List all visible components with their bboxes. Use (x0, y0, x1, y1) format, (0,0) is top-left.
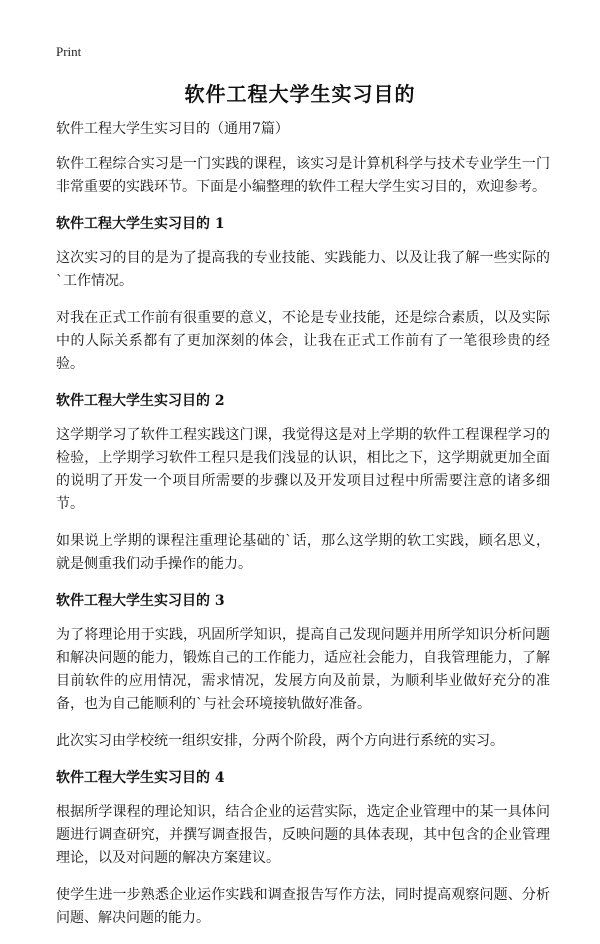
body-paragraph: 为了将理论用于实践，巩固所学知识，提高自己发现问题并用所学知识分析问题和解决问题的能力，锻炼自己的工作能力，适应社会能力，自我管理能力，了解目前软件的应用情况，需求情况，发展方向及前景，为顺利毕业做好充分的准备，也为自己能顺利的`与社会环境接轨做好准备。 (56, 627, 550, 712)
section-heading: 软件工程大学生实习目的 2 (56, 393, 225, 409)
section-heading: 软件工程大学生实习目的 1 (56, 216, 225, 232)
page-title: 软件工程大学生实习目的 (184, 82, 416, 106)
section-heading: 软件工程大学生实习目的 3 (56, 593, 225, 609)
document-subtitle: 软件工程大学生实习目的（通用7篇） (56, 121, 289, 137)
body-paragraph: 使学生进一步熟悉企业运作实践和调查报告写作方法，同时提高观察问题、分析问题、解决问题的能力。 (56, 887, 550, 926)
print-link[interactable]: Print (56, 44, 82, 59)
body-paragraph: 根据所学课程的理论知识，结合企业的运营实际，选定企业管理中的某一具体问题进行调查研究，并撰写调查报告，反映问题的具体表现，其中包含的企业管理理论，以及对问题的解决方案建议。 (56, 804, 550, 866)
intro-paragraph: 软件工程综合实习是一门实践的课程，该实习是计算机科学与技术专业学生一门非常重要的实践环节。下面是小编整理的软件工程大学生实习目的，欢迎参考。 (56, 156, 550, 195)
body-paragraph: 这学期学习了软件工程实践这门课，我觉得这是对上学期的软件工程课程学习的检验，上学期学习软件工程只是我们浅显的认识，相比之下，这学期就更加全面的说明了开发一个项目所需要的步骤以及开发项目过程中所需要注意的诸多细节。 (56, 427, 550, 512)
body-paragraph: 如果说上学期的课程注重理论基础的`话，那么这学期的软工实践，顾名思义，就是侧重我们动手操作的能力。 (56, 533, 550, 572)
body-paragraph: 此次实习由学校统一组织安排，分两个阶段，两个方向进行系统的实习。 (56, 733, 504, 749)
section-heading: 软件工程大学生实习目的 4 (56, 770, 225, 786)
document-body (56, 118, 550, 944)
body-paragraph: 对我在正式工作前有很重要的意义，不论是专业技能，还是综合素质，以及实际中的人际关系都有了更加深刻的体会，让我在正式工作前有了一笔很珍贵的经验。 (56, 310, 550, 372)
body-paragraph: 这次实习的目的是为了提高我的专业技能、实践能力、以及让我了解一些实际的`工作情况。 (56, 250, 550, 289)
